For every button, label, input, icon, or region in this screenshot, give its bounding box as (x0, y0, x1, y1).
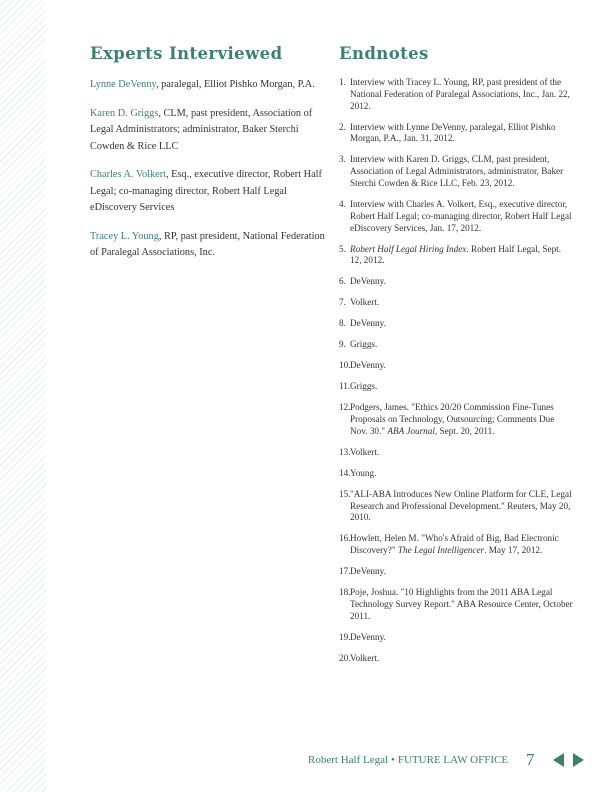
endnote-item (339, 489, 574, 524)
endnote-text-main: Howlett, Helen M. "Who's Afraid of Big, Bad Electronic Discovery?" (350, 533, 559, 556)
endnote-number: 18. (339, 587, 351, 598)
endnote-item (339, 468, 574, 480)
triangle-left-icon[interactable] (553, 753, 565, 767)
endnote-text (350, 297, 574, 309)
expert-description: , CLM, past president, Association of Legal Administrators; administrator, Baker Sterchi Cowden & Rice LLC (90, 107, 313, 152)
endnote-text-main: Griggs. (350, 339, 378, 350)
expert-entry (90, 77, 326, 94)
endnote-number: 6. (339, 276, 346, 287)
endnote-number: 9. (339, 339, 346, 350)
endnote-item (339, 381, 574, 393)
endnote-item (339, 653, 574, 665)
page-number: 7 (526, 750, 535, 769)
endnote-text-main: Volkert. (350, 297, 380, 308)
endnote-text (350, 533, 574, 557)
endnote-number: 14. (339, 467, 351, 478)
page-nav (553, 753, 584, 767)
endnote-text (350, 447, 574, 459)
page-footer (308, 752, 590, 768)
endnote-source-title: ABA Journal (387, 425, 435, 436)
endnote-item (339, 402, 574, 437)
endnote-text (350, 199, 574, 234)
endnote-text-main: Griggs. (350, 381, 378, 392)
endnote-item (339, 318, 574, 330)
experts-list (90, 77, 326, 262)
expert-entry (90, 167, 326, 217)
endnote-text-main: DeVenny. (350, 276, 386, 287)
endnote-number: 16. (339, 533, 351, 544)
endnote-text-main: DeVenny. (350, 566, 386, 577)
endnote-text-main: Poje, Joshua. "10 Highlights from the 2011 ABA Legal Technology Survey Report." ABA Resource Center, October 2011. (350, 587, 573, 621)
endnote-number: 4. (339, 198, 346, 209)
expert-name: Charles A. Volkert (90, 169, 166, 180)
endnote-text-main: Interview with Charles A. Volkert, Esq., executive director, Robert Half Legal; co-managing director, Robert Half Legal eDiscovery Services, Jan. 17, 2012. (350, 198, 572, 233)
footer-publication: FUTURE LAW OFFICE (397, 754, 509, 766)
expert-description: , paralegal, Elliot Pishko Morgan, P.A. (155, 79, 315, 90)
endnote-text-main: DeVenny. (350, 631, 386, 642)
endnote-text-main: Podgers, James. "Ethics 20/20 Commission Fine-Tunes Proposals on Technology, Outsourcing; Comments Due Nov. 30." (350, 402, 555, 436)
endnote-text (350, 653, 574, 665)
footer-brand: Robert Half Legal (308, 754, 389, 766)
endnote-item (339, 297, 574, 309)
expert-name: Tracey L. Young (90, 230, 159, 242)
expert-description: , Esq., executive director, Robert Half Legal; co-managing director, Robert Half Legal eDiscovery Services (90, 169, 322, 213)
endnote-item (339, 587, 574, 622)
endnote-text (350, 77, 574, 112)
endnote-item (339, 154, 574, 189)
endnote-number: 1. (339, 77, 346, 87)
endnote-text (350, 587, 574, 622)
endnote-text-main: Volkert. (350, 652, 380, 663)
expert-entry (90, 229, 326, 262)
endnote-text (350, 402, 574, 437)
endnote-text-tail: . Robert Half Legal, Sept. 12, 2012. (350, 243, 562, 266)
endnote-text-main: Interview with Lynne DeVenny, paralegal, Elliot Pishko Morgan, P.A., Jan. 31, 2012. (350, 121, 556, 144)
endnote-item (339, 566, 574, 578)
triangle-right-icon[interactable] (572, 753, 584, 767)
endnote-text-main: DeVenny. (350, 318, 386, 329)
endnote-item (339, 199, 574, 234)
endnote-text (350, 276, 574, 288)
footer-separator: • (391, 754, 395, 766)
expert-name: Karen D. Griggs (90, 107, 159, 119)
endnote-text (350, 318, 574, 330)
endnote-item (339, 632, 574, 644)
endnote-item (339, 244, 574, 268)
endnote-source-title: Robert Half Legal Hiring Index (350, 243, 467, 254)
endnote-number: 12. (339, 402, 351, 413)
endnote-text (350, 489, 574, 524)
endnote-number: 5. (339, 243, 346, 254)
endnotes-column (339, 44, 574, 674)
endnote-text-tail: . May 17, 2012. (484, 545, 543, 556)
endnote-number: 11. (339, 381, 351, 392)
endnote-text-main: "ALI-ABA Introduces New Online Platform for CLE, Legal Research and Professional Development." Reuters, May 20, 2010. (350, 488, 572, 523)
endnote-text-main: Volkert. (350, 446, 380, 457)
endnote-item (339, 122, 574, 146)
endnote-number: 8. (339, 318, 346, 329)
endnote-number: 3. (339, 154, 346, 165)
endnote-item (339, 276, 574, 288)
endnote-text-tail: , Sept. 20, 2011. (434, 425, 495, 436)
endnote-item (339, 533, 574, 557)
endnote-item (339, 77, 574, 112)
endnote-number: 2. (339, 121, 346, 132)
endnote-text (350, 360, 574, 372)
endnotes-heading: Endnotes (339, 44, 429, 63)
endnote-item (339, 339, 574, 351)
endnote-text-main: Young. (350, 467, 377, 478)
experts-heading: Experts Interviewed (90, 44, 283, 63)
endnotes-list (339, 77, 574, 664)
endnote-number: 17. (339, 566, 351, 577)
endnote-text (350, 381, 574, 393)
expert-name: Lynne DeVenny (90, 79, 156, 90)
endnote-text (350, 468, 574, 480)
endnote-text (350, 632, 574, 644)
experts-column (90, 44, 326, 274)
endnote-number: 13. (339, 446, 351, 457)
endnote-text (350, 339, 574, 351)
endnote-text (350, 244, 574, 268)
endnote-number: 15. (339, 488, 351, 499)
endnote-number: 19. (339, 631, 351, 642)
endnote-item (339, 360, 574, 372)
expert-description: , RP, past president, National Federation of Paralegal Associations, Inc. (90, 230, 325, 258)
endnote-text-main: Interview with Tracey L. Young, RP, past president of the National Federation of Paralegal Associations, Inc., Jan. 22, 2012. (350, 77, 570, 111)
endnote-text (350, 566, 574, 578)
endnote-text (350, 122, 574, 146)
endnote-item (339, 447, 574, 459)
endnote-number: 7. (339, 297, 346, 308)
expert-entry (90, 106, 326, 156)
endnote-number: 20. (339, 652, 351, 663)
endnote-number: 10. (339, 360, 351, 371)
endnote-source-title: The Legal Intelligencer (397, 545, 485, 556)
decorative-stripe-band (0, 0, 46, 792)
endnote-text-main: DeVenny. (350, 360, 386, 371)
endnote-text-main: Interview with Karen D. Griggs, CLM, past president, Association of Legal Administrators, administrator, Baker Sterchi Cowden & Rice LLC, Feb. 23, 2012. (350, 154, 564, 188)
endnote-text (350, 154, 574, 189)
